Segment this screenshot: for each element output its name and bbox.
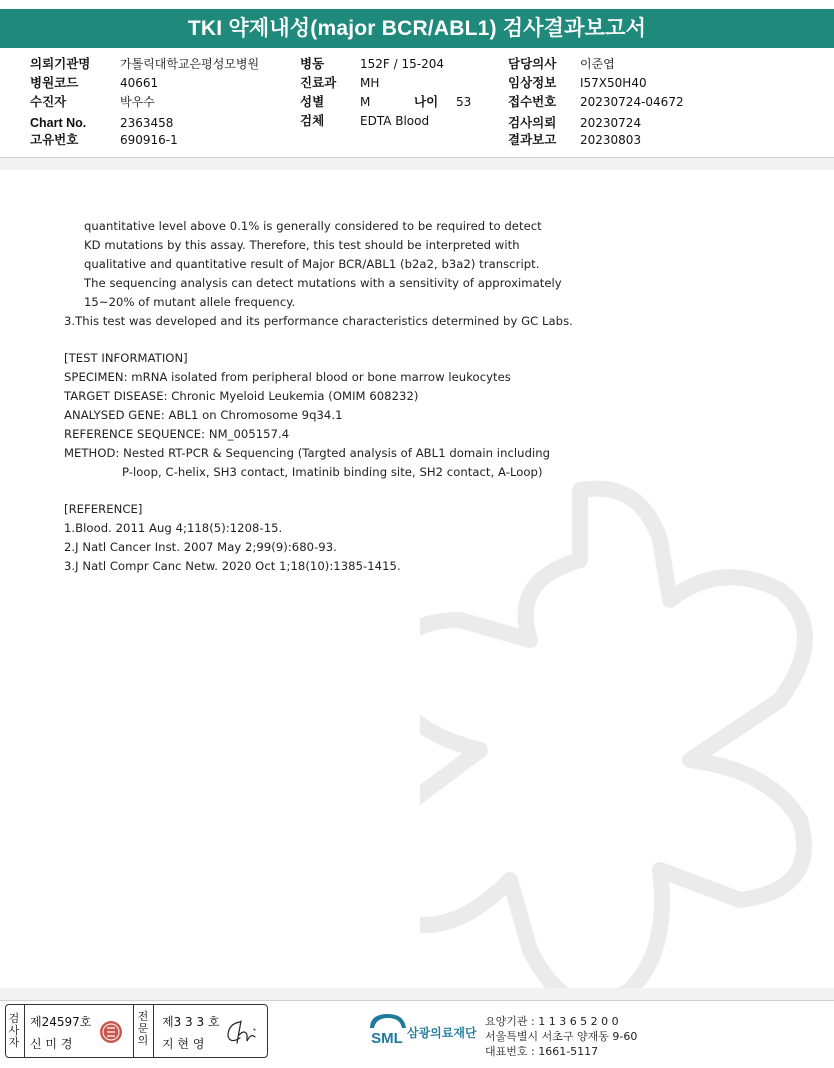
clinical-info-value: I57X50H40 xyxy=(580,76,647,90)
box-divider xyxy=(24,1005,25,1057)
body-line: TARGET DISEASE: Chronic Myeloid Leukemia (OMIM 608232) xyxy=(64,389,419,403)
chart-no-label: Chart No. xyxy=(30,116,87,130)
examiner-name: 신 미 경 xyxy=(30,1037,73,1051)
clinical-info-label: 임상정보 xyxy=(508,76,557,90)
sml-logo-icon xyxy=(366,1012,408,1048)
examiner-license-no: 제24597호 xyxy=(30,1015,92,1029)
reference-item: 3.J Natl Compr Canc Netw. 2020 Oct 1;18(10):1385-1415. xyxy=(64,559,401,573)
sex-label: 성별 xyxy=(300,95,325,109)
body-line: SPECIMEN: mRNA isolated from peripheral blood or bone marrow leukocytes xyxy=(64,370,511,384)
address: 서울특별시 서초구 양재동 9-60 xyxy=(485,1030,638,1043)
phone-number: 대표번호 : 1661-5117 xyxy=(485,1045,599,1058)
signature-box xyxy=(5,1004,268,1058)
body-line: qualitative and quantitative result of Major BCR/ABL1 (b2a2, b3a2) transcript. xyxy=(84,257,540,271)
hospital-name-label: 의뢰기관명 xyxy=(30,57,91,71)
institution-code: 요양기관 : 1 1 3 6 5 2 0 0 xyxy=(485,1015,619,1028)
specialist-label-char: 전 xyxy=(137,1010,149,1023)
body-line: METHOD: Nested RT-PCR & Sequencing (Targted analysis of ABL1 domain including xyxy=(64,446,551,460)
receipt-no-label: 접수번호 xyxy=(508,95,557,109)
report-date-value: 20230803 xyxy=(580,133,642,147)
age-value: 53 xyxy=(456,95,472,109)
chart-no-value: 2363458 xyxy=(120,116,174,130)
examiner-label xyxy=(8,1013,20,1049)
sex-value: M xyxy=(360,95,371,109)
box-divider xyxy=(133,1005,134,1057)
report-date-label: 결과보고 xyxy=(508,133,557,147)
watermark-cross-graphic xyxy=(420,470,834,990)
foundation-name: 삼광의료재단 xyxy=(407,1026,477,1040)
patient-label: 수진자 xyxy=(30,95,67,109)
handwritten-signature xyxy=(224,1017,262,1047)
specialist-name: 지 현 영 xyxy=(162,1037,205,1051)
patient-value: 박우수 xyxy=(120,95,155,109)
body-line: quantitative level above 0.1% is generally considered to be required to detect xyxy=(84,219,542,233)
sml-logo-text: SML xyxy=(371,1030,403,1047)
header-band xyxy=(0,158,834,170)
body-line: ANALYSED GENE: ABL1 on Chromosome 9q34.1 xyxy=(64,408,343,422)
section-heading: [REFERENCE] xyxy=(64,502,143,516)
specimen-label: 검체 xyxy=(300,114,325,128)
age-label: 나이 xyxy=(414,95,439,109)
examiner-label-char: 사 xyxy=(8,1024,20,1037)
ward-label: 병동 xyxy=(300,57,325,71)
specialist-label-char: 문 xyxy=(137,1022,149,1035)
body-line: REFERENCE SEQUENCE: NM_005157.4 xyxy=(64,427,290,441)
body-line: 15~20% of mutant allele frequency. xyxy=(84,295,296,309)
section-heading: [TEST INFORMATION] xyxy=(64,351,188,365)
specialist-license-no: 제3 3 3 호 xyxy=(162,1015,220,1029)
department-label: 진료과 xyxy=(300,76,337,90)
box-divider xyxy=(153,1005,154,1057)
specialist-label xyxy=(137,1011,149,1047)
examiner-label-char: 검 xyxy=(8,1012,20,1025)
doctor-value: 이준엽 xyxy=(580,57,615,71)
footer-band xyxy=(0,988,834,1000)
hospital-code-label: 병원코드 xyxy=(30,76,79,90)
hospital-code-value: 40661 xyxy=(120,76,159,90)
footer-divider xyxy=(0,1000,834,1001)
ward-value: 152F / 15-204 xyxy=(360,57,444,71)
receipt-no-value: 20230724-04672 xyxy=(580,95,684,109)
doctor-label: 담당의사 xyxy=(508,57,557,71)
reference-item: 1.Blood. 2011 Aug 4;118(5):1208-15. xyxy=(64,521,283,535)
hospital-name-value: 가톨릭대학교은평성모병원 xyxy=(120,57,260,71)
red-stamp-seal xyxy=(97,1018,125,1046)
report-title: TKI 약제내성(major BCR/ABL1) 검사결과보고서 xyxy=(0,9,834,48)
body-line: KD mutations by this assay. Therefore, this test should be interpreted with xyxy=(84,238,520,252)
specimen-value: EDTA Blood xyxy=(360,114,430,128)
request-date-label: 검사의뢰 xyxy=(508,116,557,130)
body-line: P-loop, C-helix, SH3 contact, Imatinib binding site, SH2 contact, A-Loop) xyxy=(122,465,543,479)
reference-item: 2.J Natl Cancer Inst. 2007 May 2;99(9):680-93. xyxy=(64,540,337,554)
body-line: 3.This test was developed and its performance characteristics determined by GC Labs. xyxy=(64,314,573,328)
department-value: MH xyxy=(360,76,380,90)
specialist-label-char: 의 xyxy=(137,1034,149,1047)
examiner-label-char: 자 xyxy=(8,1036,20,1049)
unique-no-value: 690916-1 xyxy=(120,133,178,147)
request-date-value: 20230724 xyxy=(580,116,642,130)
unique-no-label: 고유번호 xyxy=(30,133,79,147)
body-line: The sequencing analysis can detect mutations with a sensitivity of approximately xyxy=(84,276,562,290)
